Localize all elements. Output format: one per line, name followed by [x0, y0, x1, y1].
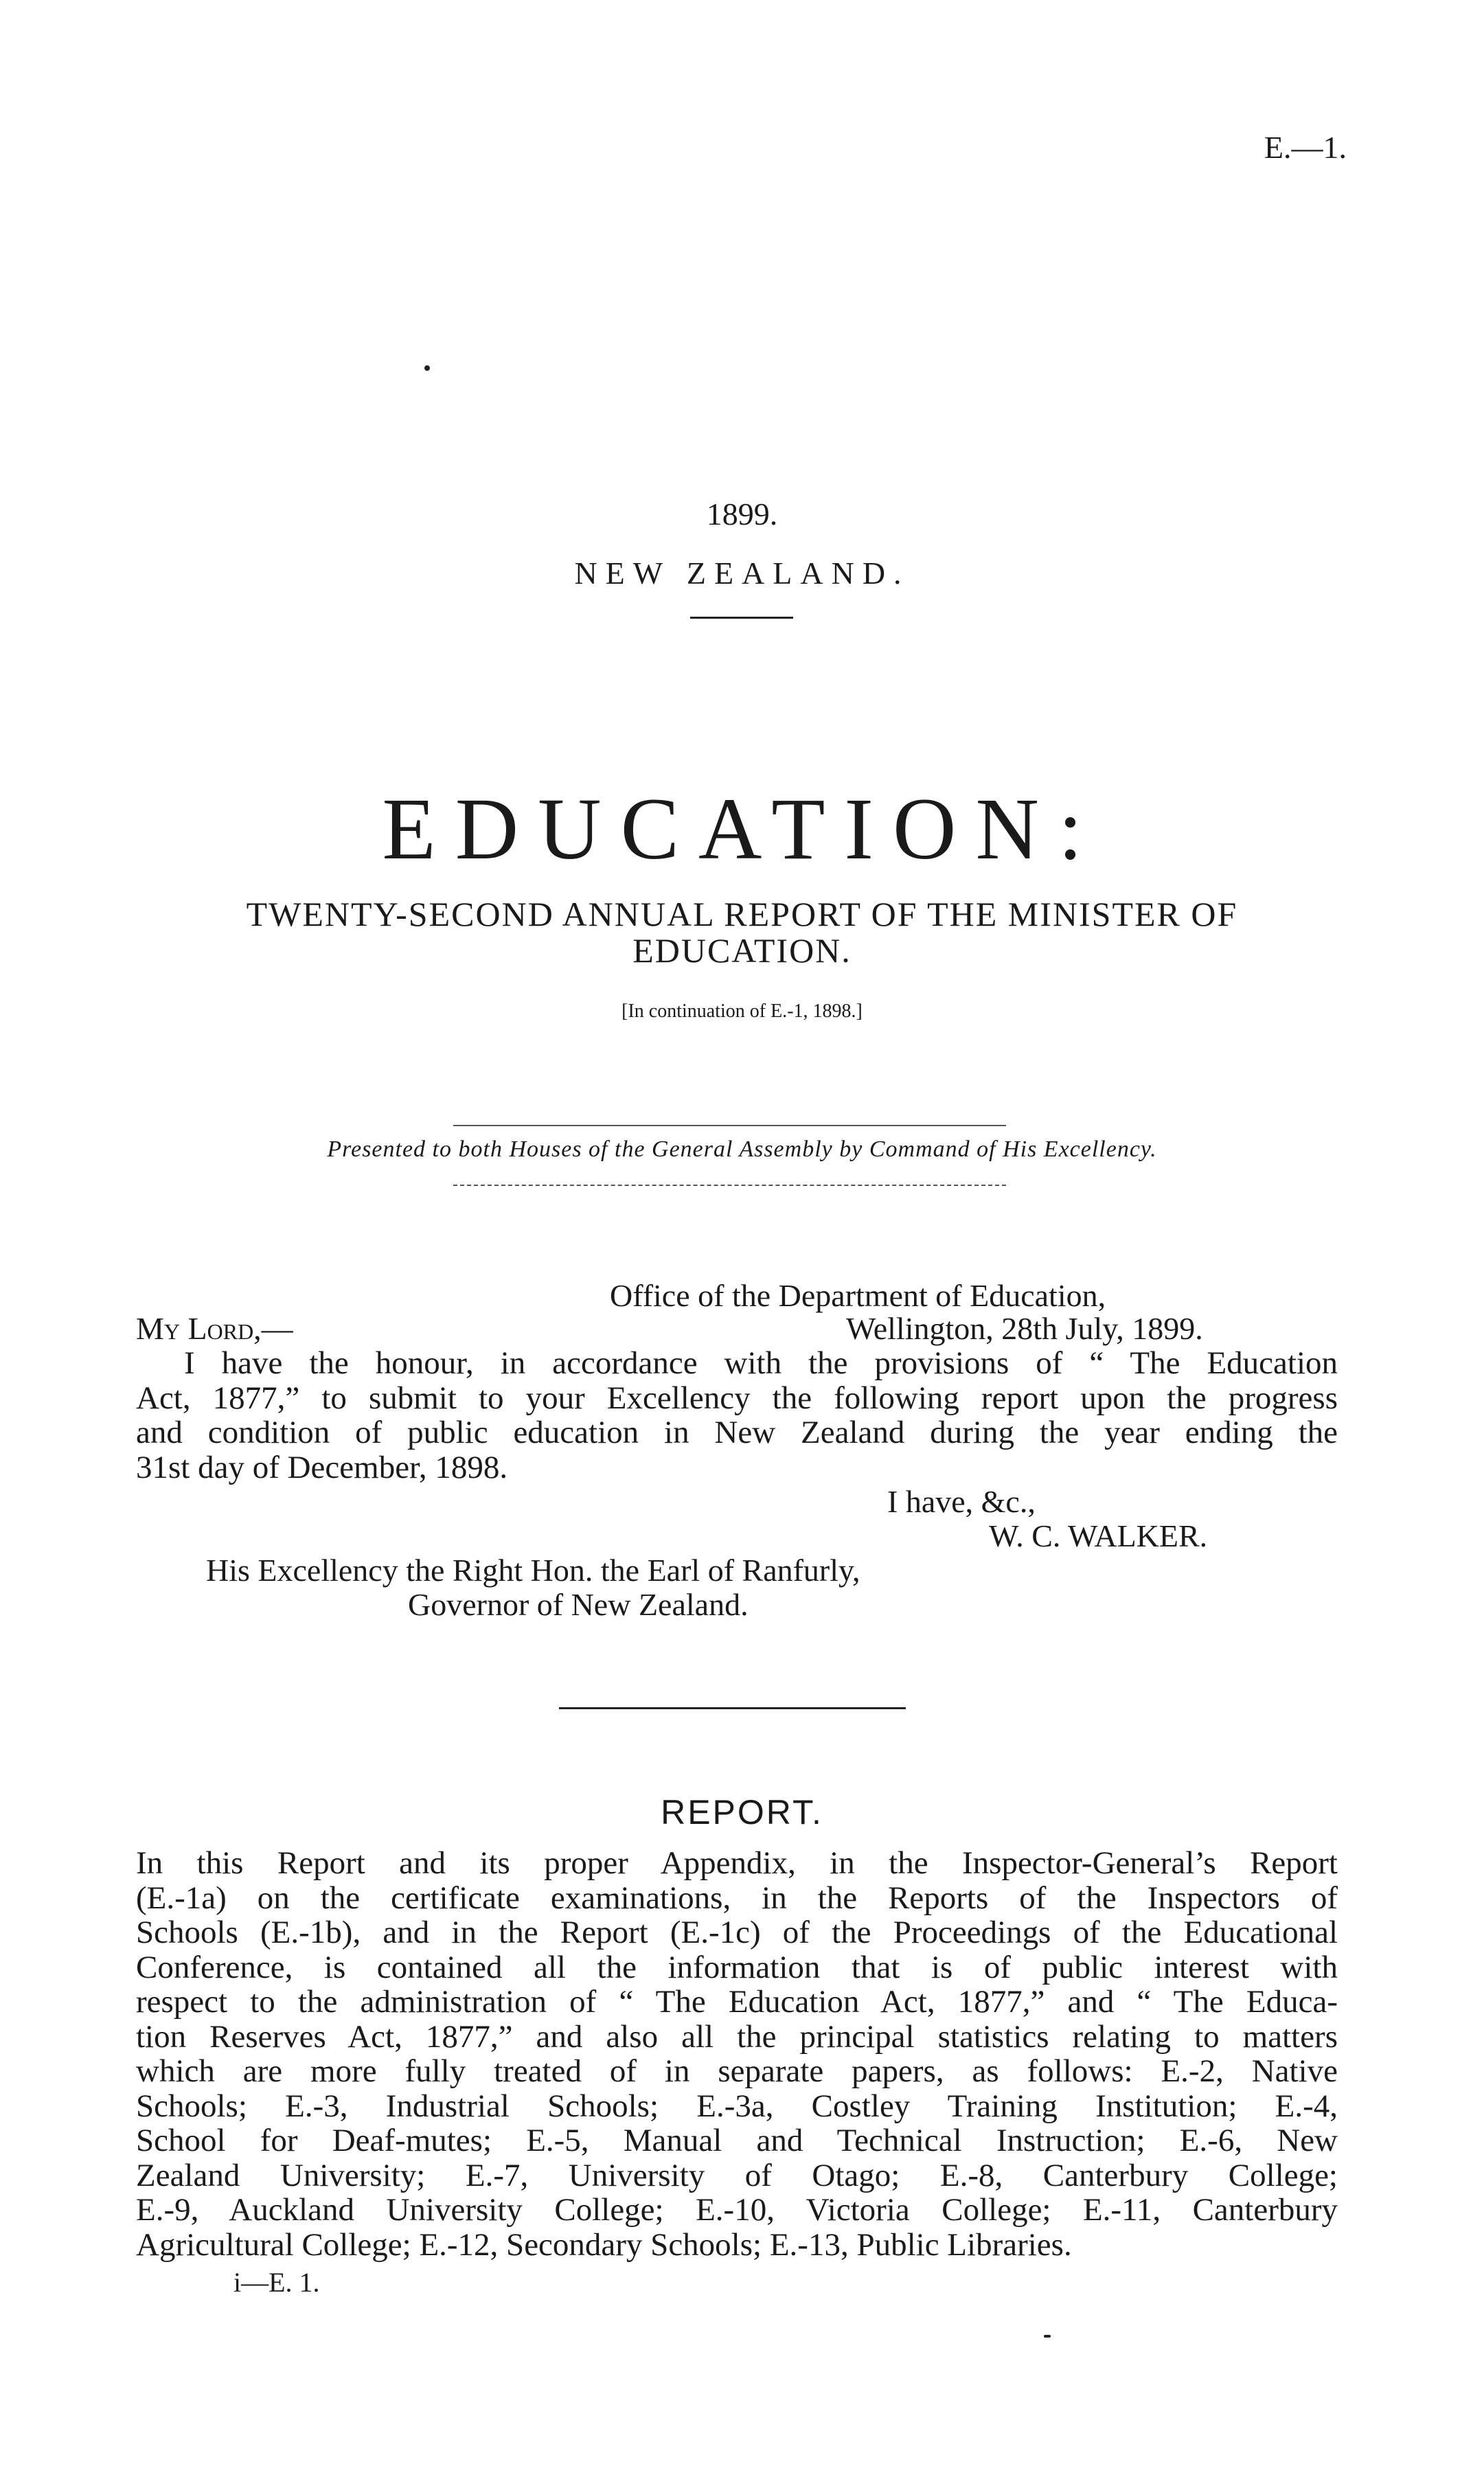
stray-mark: [1044, 2335, 1051, 2338]
closing: I have, &c.,: [887, 1484, 1036, 1519]
divider-section: [559, 1707, 906, 1709]
divider-short: [690, 617, 793, 619]
country-heading: NEW ZEALAND.: [574, 556, 910, 591]
signature: W. C. WALKER.: [989, 1518, 1208, 1553]
stray-mark: [424, 365, 430, 371]
salutation: My Lord,—: [136, 1311, 293, 1346]
letter-line: I have the honour, in accordance with the provisions of “ The Education: [184, 1345, 1338, 1381]
subtitle-line-2: EDUCATION.: [632, 931, 852, 970]
report-line: respect to the administration of “ The Education Act, 1877,” and “ The Educa-: [136, 1984, 1338, 2020]
report-line: Conference, is contained all the information that is of public interest with: [136, 1949, 1338, 1985]
report-heading: REPORT.: [661, 1793, 823, 1831]
addressee-line-1: His Excellency the Right Hon. the Earl of Ranfurly,: [206, 1553, 860, 1588]
presented-line: Presented to both Houses of the General Assembly by Command of His Excellency.: [327, 1137, 1157, 1162]
report-line: In this Report and its proper Appendix, in the Inspector-General’s Report: [136, 1845, 1338, 1881]
letter-line: and condition of public education in New Zealand during the year ending the: [136, 1415, 1338, 1450]
year: 1899.: [706, 496, 778, 532]
report-line: School for Deaf-mutes; E.-5, Manual and Technical Instruction; E.-6, New: [136, 2123, 1338, 2158]
report-line: Schools (E.-1b), and in the Report (E.-1c) of the Proceedings of the Educational: [136, 1915, 1338, 1950]
divider-presented-top: [453, 1125, 1006, 1126]
main-title: EDUCATION:: [382, 780, 1102, 878]
report-line: Agricultural College; E.-12, Secondary Schools; E.-13, Public Libraries.: [136, 2226, 1072, 2263]
document-code: E.—1.: [1264, 130, 1347, 165]
office-line: Office of the Department of Education,: [610, 1278, 1106, 1313]
letter-body: [136, 1346, 1338, 1485]
page-signature: i—E. 1.: [233, 2267, 320, 2298]
report-line: which are more fully treated of in separate papers, as follows: E.-2, Native: [136, 2053, 1338, 2089]
report-line: Schools; E.-3, Industrial Schools; E.-3a, Costley Training Institution; E.-4,: [136, 2088, 1338, 2124]
report-line: E.-9, Auckland University College; E.-10, Victoria College; E.-11, Canterbury: [136, 2192, 1338, 2228]
report-line: (E.-1a) on the certificate examinations, in the Reports of the Inspectors of: [136, 1880, 1338, 1916]
place-date: Wellington, 28th July, 1899.: [846, 1311, 1203, 1346]
letter-line: Act, 1877,” to submit to your Excellency the following report upon the progress: [136, 1380, 1338, 1416]
report-body: [136, 1846, 1338, 2262]
letter-line: 31st day of December, 1898.: [136, 1449, 508, 1485]
report-line: tion Reserves Act, 1877,” and also all the principal statistics relating to matters: [136, 2018, 1338, 2055]
subtitle-line-1: TWENTY-SECOND ANNUAL REPORT OF THE MINISTER OF: [246, 895, 1238, 933]
report-line: Zealand University; E.-7, University of Otago; E.-8, Canterbury College;: [136, 2157, 1338, 2193]
continuation-note: [In continuation of E.-1, 1898.]: [621, 1001, 863, 1022]
divider-presented-bottom: [453, 1185, 1006, 1186]
addressee-line-2: Governor of New Zealand.: [408, 1587, 749, 1622]
